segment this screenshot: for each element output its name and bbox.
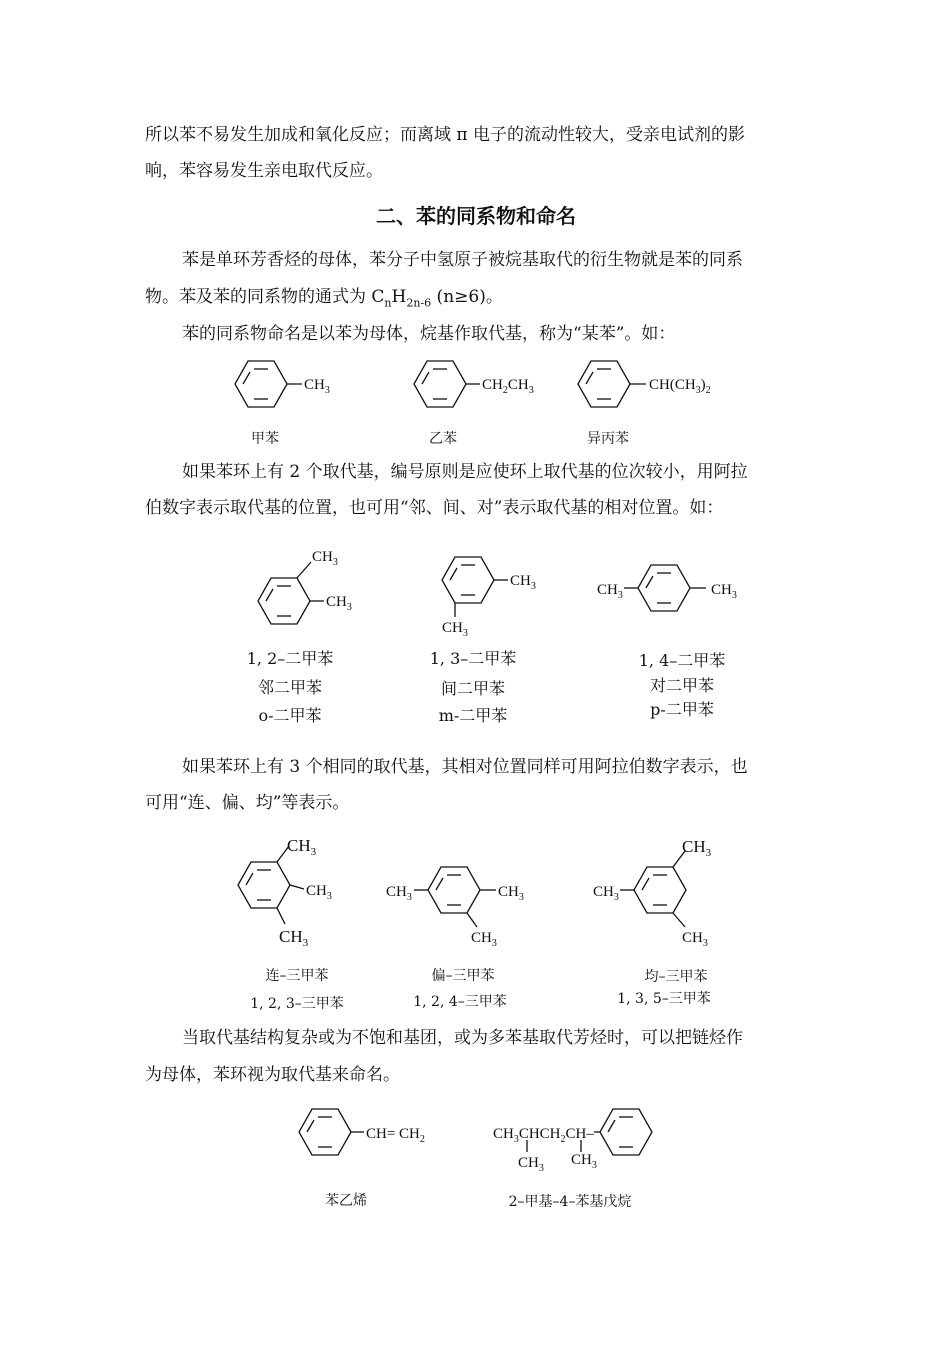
paragraph-5-line-2: 可用“连、偏、均”等表示。	[145, 793, 350, 813]
p-xylene-prefix: p-二甲苯	[650, 700, 714, 719]
p-xylene-common: 对二甲苯	[649, 676, 714, 695]
p-xylene-ch3-right: $CH_3$	[711, 582, 737, 601]
m-xylene-ch3-bottom: $CH_3$	[442, 620, 468, 639]
o-xylene-ch3-side: $CH_3$	[326, 594, 352, 613]
paragraph-5-line-1: 如果苯环上有 3 个相同的取代基，其相对位置同样可用阿拉伯数字表示，也	[182, 757, 748, 777]
m-xylene-common: 间二甲苯	[440, 679, 505, 698]
pseudocumene-ch3-right: $CH_3$	[498, 884, 524, 903]
paragraph-1-line-2: 响，苯容易发生亲电取代反应。	[145, 161, 383, 181]
m-xylene-prefix: m-二甲苯	[438, 706, 508, 725]
o-xylene-common: 邻二甲苯	[257, 678, 322, 697]
o-xylene-numbered: 1, 2–二甲苯	[246, 649, 334, 668]
mesitylene-numbered: 1, 3, 5–三甲苯	[617, 991, 711, 1007]
pseudocumene-numbered: 1, 2, 4–三甲苯	[413, 994, 507, 1010]
styrene-structure	[299, 1109, 364, 1155]
o-xylene-ch3-top: $CH_3$	[312, 549, 338, 568]
cumene-structure	[578, 361, 646, 407]
paragraph-4-line-1: 如果苯环上有 2 个取代基，编号原则是应使环上取代基的位次较小，用阿拉	[182, 462, 748, 482]
paragraph-3: 苯的同系物命名是以苯为母体，烷基作取代基，称为“某苯”。如：	[182, 324, 676, 344]
hemimellitene-ch3-bottom: $CH_3$	[279, 927, 309, 949]
mesitylene-ch3-bottom: $CH_3$	[682, 930, 708, 949]
pseudocumene-structure	[414, 867, 496, 927]
mesitylene-common: 均–三甲苯	[644, 969, 708, 985]
paragraph-4-line-2: 伯数字表示取代基的位置，也可用“邻、间、对”表示取代基的相对位置。如：	[145, 498, 724, 518]
mesitylene-ch3-top: $CH_3$	[682, 837, 712, 859]
pseudocumene-ch3-left: $CH_3$	[386, 884, 412, 903]
hemimellitene-numbered: 1, 2, 3–三甲苯	[250, 996, 344, 1012]
pentane-ch3-b: $CH_3$	[571, 1152, 597, 1171]
p-xylene-ch3-left: $CH_3$	[597, 582, 623, 601]
pentane-ch3-a: $CH_3$	[518, 1155, 544, 1174]
p-xylene-numbered: 1, 4–二甲苯	[638, 651, 726, 670]
hemimellitene-common: 连–三甲苯	[265, 968, 329, 984]
cumene-name: 异丙苯	[587, 431, 629, 447]
mesitylene-structure	[620, 851, 686, 927]
m-xylene-ch3-right: $CH_3$	[510, 573, 536, 592]
styrene-name: 苯乙烯	[325, 1193, 367, 1209]
toluene-name: 甲苯	[251, 431, 279, 447]
paragraph-1-line-1: 所以苯不易发生加成和氧化反应；而离域 π 电子的流动性较大，受亲电试剂的影	[145, 125, 745, 145]
methylphenylpentane-name: 2–甲基–4–苯基戊烷	[508, 1194, 632, 1210]
paragraph-2-line-1: 苯是单环芳香烃的母体，苯分子中氢原子被烷基取代的衍生物就是苯的同系	[182, 250, 743, 270]
mesitylene-ch3-left: $CH_3$	[593, 884, 619, 903]
ethylbenzene-name: 乙苯	[429, 431, 457, 447]
hemimellitene-ch3-top: $CH_3$	[287, 836, 317, 858]
hemimellitene-structure	[238, 846, 304, 924]
toluene-ch3: $CH_3$	[304, 377, 330, 396]
ethylbenzene-structure	[414, 361, 480, 407]
hemimellitene-ch3-side: $CH_3$	[306, 883, 332, 902]
toluene-structure	[235, 361, 302, 407]
o-xylene-structure	[258, 562, 324, 624]
pseudocumene-ch3-bottom: $CH_3$	[471, 930, 497, 949]
section-heading: 二、苯的同系物和命名	[376, 204, 576, 228]
paragraph-6-line-1: 当取代基结构复杂或为不饱和基团，或为多苯基取代芳烃时，可以把链烃作	[182, 1028, 743, 1048]
ethylbenzene-ch2ch3: $CH_2CH_3$	[482, 377, 534, 396]
styrene-vinyl: $CH= CH_2$	[366, 1126, 425, 1145]
m-xylene-structure	[442, 557, 508, 617]
paragraph-6-line-2: 为母体，苯环视为取代基来命名。	[145, 1065, 400, 1085]
p-xylene-structure	[624, 565, 706, 611]
cumene-ch-ch3-2: $CH(CH_3)_2$	[649, 377, 711, 396]
m-xylene-numbered: 1, 3–二甲苯	[429, 649, 517, 668]
o-xylene-prefix: o-二甲苯	[258, 706, 322, 725]
pentane-chain: $CH_3CHCH_2CH-$	[493, 1126, 594, 1145]
paragraph-2-line-2: 物。苯及苯的同系物的通式为 $C_nH_{2n-6}$ (n≥6)。	[145, 287, 503, 310]
pseudocumene-common: 偏–三甲苯	[431, 968, 495, 984]
